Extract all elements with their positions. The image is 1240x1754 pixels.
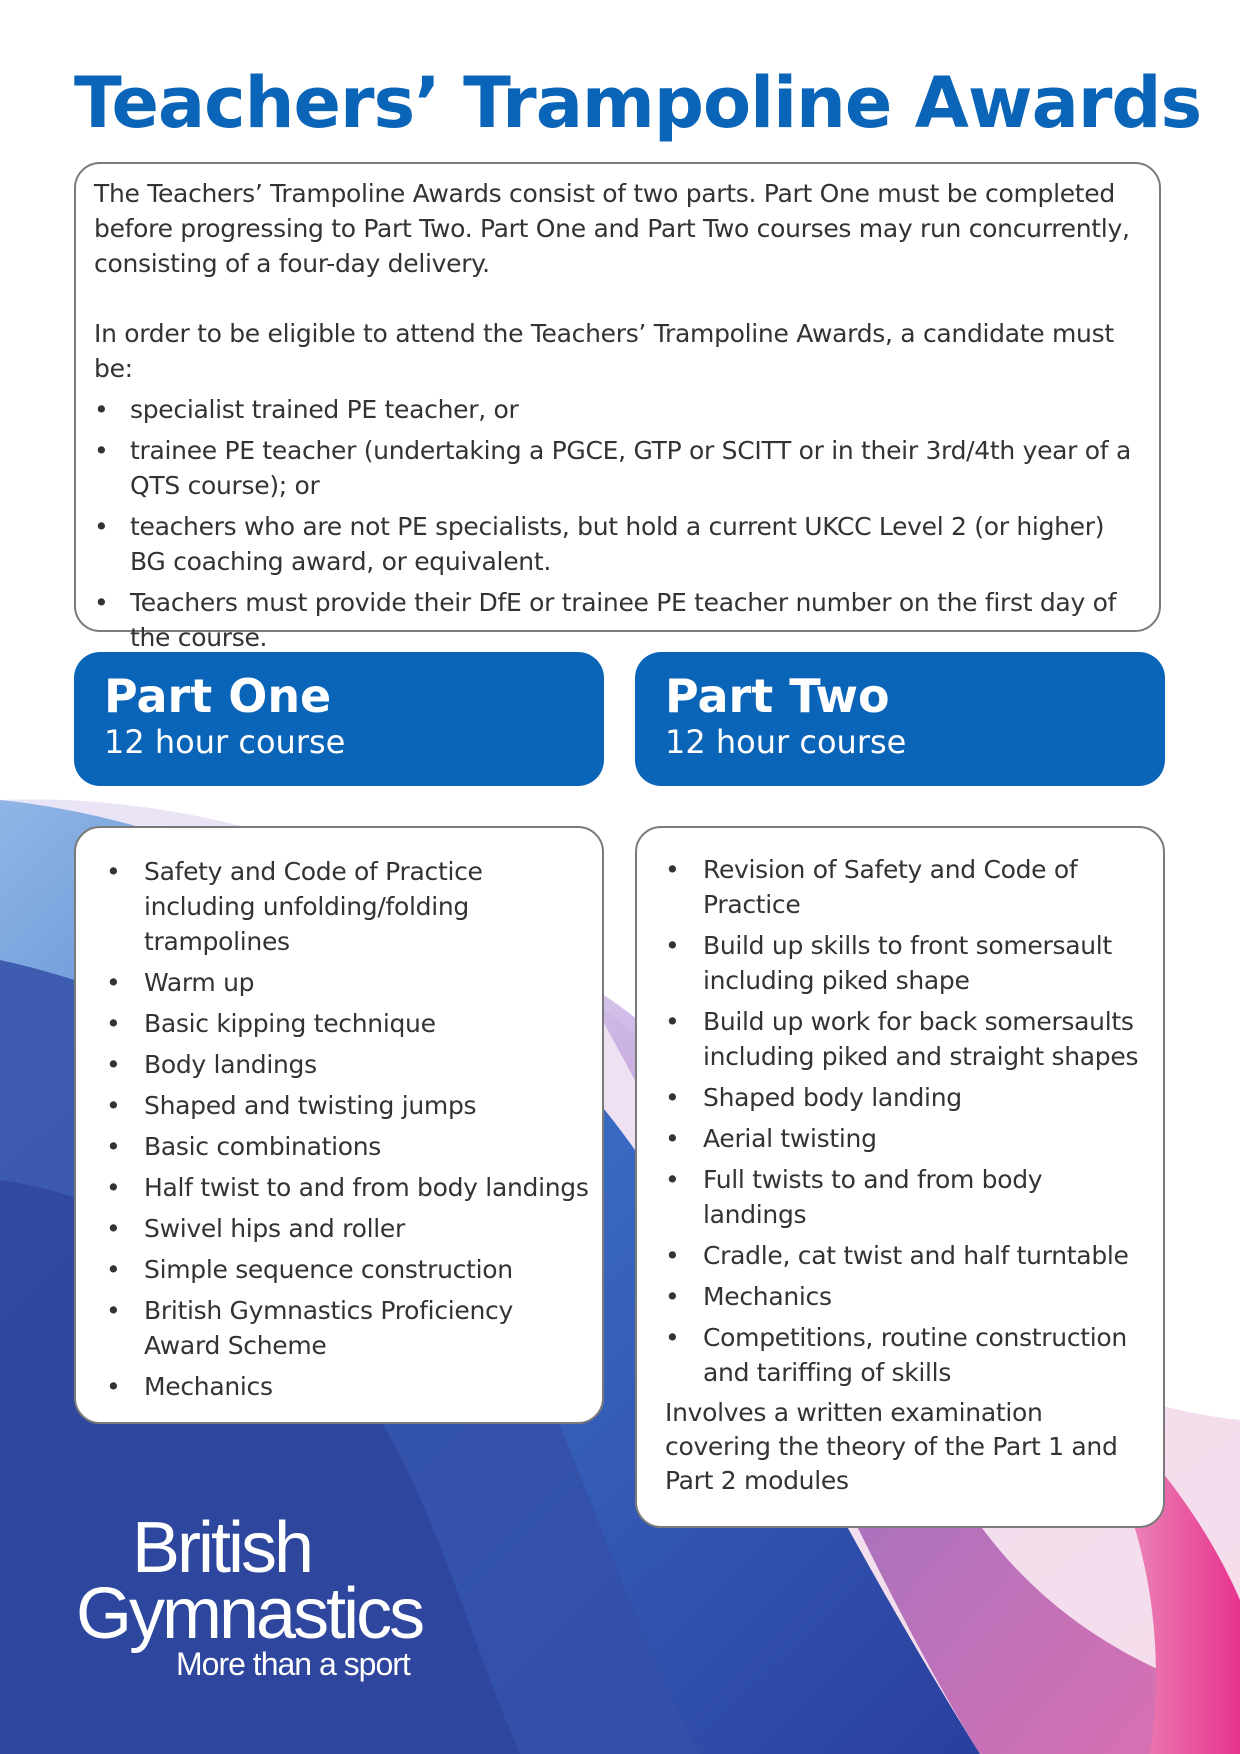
- intro-box: [74, 162, 1161, 652]
- list-item: • Cradle, cat twist and half turntable: [665, 1238, 1153, 1273]
- eligibility-list: [94, 392, 1137, 655]
- bullet-icon: •: [106, 857, 121, 886]
- part-one-subtitle: 12 hour course: [104, 723, 346, 761]
- bullet-icon: •: [106, 1214, 121, 1243]
- bullet-icon: •: [94, 512, 109, 541]
- list-item: • trainee PE teacher (undertaking a PGCE, GTP or SCITT or in their 3rd/4th year of a QTS course); or: [94, 433, 1137, 503]
- bullet-icon: •: [106, 1050, 121, 1079]
- part-one-list: [106, 854, 592, 1404]
- bullet-icon: •: [665, 1241, 680, 1270]
- list-item: • specialist trained PE teacher, or: [94, 392, 1137, 427]
- bullet-icon: •: [106, 1372, 121, 1401]
- bullet-icon: •: [665, 855, 680, 884]
- exam-note: Involves a written examination covering the theory of the Part 1 and Part 2 modules: [665, 1398, 1118, 1495]
- part-one-title: Part One: [104, 669, 332, 723]
- bullet-icon: •: [106, 968, 121, 997]
- list-item: • Mechanics: [106, 1369, 592, 1404]
- list-item: • Mechanics: [665, 1279, 1153, 1314]
- bullet-icon: •: [106, 1009, 121, 1038]
- part-two-list-box: [635, 826, 1165, 1528]
- bullet-icon: •: [665, 1124, 680, 1153]
- list-item: • Safety and Code of Practice including unfolding/folding trampolines: [106, 854, 592, 959]
- page-title: Teachers’ Trampoline Awards: [74, 62, 1202, 144]
- list-item: • Aerial twisting: [665, 1121, 1153, 1156]
- part-two-title: Part Two: [665, 669, 890, 723]
- part-two-header: [635, 652, 1165, 786]
- part-one-header: [74, 652, 604, 786]
- list-item: • Swivel hips and roller: [106, 1211, 592, 1246]
- bullet-icon: •: [665, 1323, 680, 1352]
- bullet-icon: •: [106, 1091, 121, 1120]
- british-gymnastics-logo: [76, 1508, 423, 1682]
- eligibility-lead: In order to be eligible to attend the Teachers’ Trampoline Awards, a candidate must be:: [94, 319, 1114, 383]
- list-item: • Build up work for back somersaults including piked and straight shapes: [665, 1004, 1153, 1074]
- bullet-icon: •: [106, 1132, 121, 1161]
- bullet-icon: •: [665, 1083, 680, 1112]
- bullet-icon: •: [665, 1007, 680, 1036]
- list-item: • Basic combinations: [106, 1129, 592, 1164]
- list-item: • Body landings: [106, 1047, 592, 1082]
- bullet-icon: •: [665, 931, 680, 960]
- list-item: • Warm up: [106, 965, 592, 1000]
- list-item: • teachers who are not PE specialists, but hold a current UKCC Level 2 (or higher) BG coaching award, or equivalent.: [94, 509, 1137, 579]
- intro-paragraph: The Teachers’ Trampoline Awards consist of two parts. Part One must be completed before progressing to Part Two. Part One and Part Two courses may run concurrently, consisting of a four-day delivery.: [94, 179, 1130, 278]
- list-item: • Half twist to and from body landings: [106, 1170, 592, 1205]
- bullet-icon: •: [94, 395, 109, 424]
- list-item: • Shaped body landing: [665, 1080, 1153, 1115]
- bullet-icon: •: [665, 1165, 680, 1194]
- bullet-icon: •: [94, 436, 109, 465]
- part-two-list: [665, 852, 1153, 1390]
- bullet-icon: •: [106, 1173, 121, 1202]
- bullet-icon: •: [106, 1255, 121, 1284]
- logo-line-gymnastics: Gymnastics: [76, 1574, 423, 1654]
- bullet-icon: •: [94, 588, 109, 617]
- list-item: • British Gymnastics Proficiency Award Scheme: [106, 1293, 592, 1363]
- list-item: • Competitions, routine construction and tariffing of skills: [665, 1320, 1153, 1390]
- logo-tagline: More than a sport: [176, 1646, 410, 1682]
- list-item: • Teachers must provide their DfE or trainee PE teacher number on the first day of the course.: [94, 585, 1137, 655]
- part-one-list-box: [74, 826, 604, 1424]
- list-item: • Full twists to and from body landings: [665, 1162, 1153, 1232]
- list-item: • Shaped and twisting jumps: [106, 1088, 592, 1123]
- list-item: • Build up skills to front somersault including piked shape: [665, 928, 1153, 998]
- part-two-subtitle: 12 hour course: [665, 723, 907, 761]
- logo-line-british: British: [132, 1508, 312, 1588]
- bullet-icon: •: [106, 1296, 121, 1325]
- list-item: • Revision of Safety and Code of Practice: [665, 852, 1153, 922]
- bullet-icon: •: [665, 1282, 680, 1311]
- list-item: • Simple sequence construction: [106, 1252, 592, 1287]
- list-item: • Basic kipping technique: [106, 1006, 592, 1041]
